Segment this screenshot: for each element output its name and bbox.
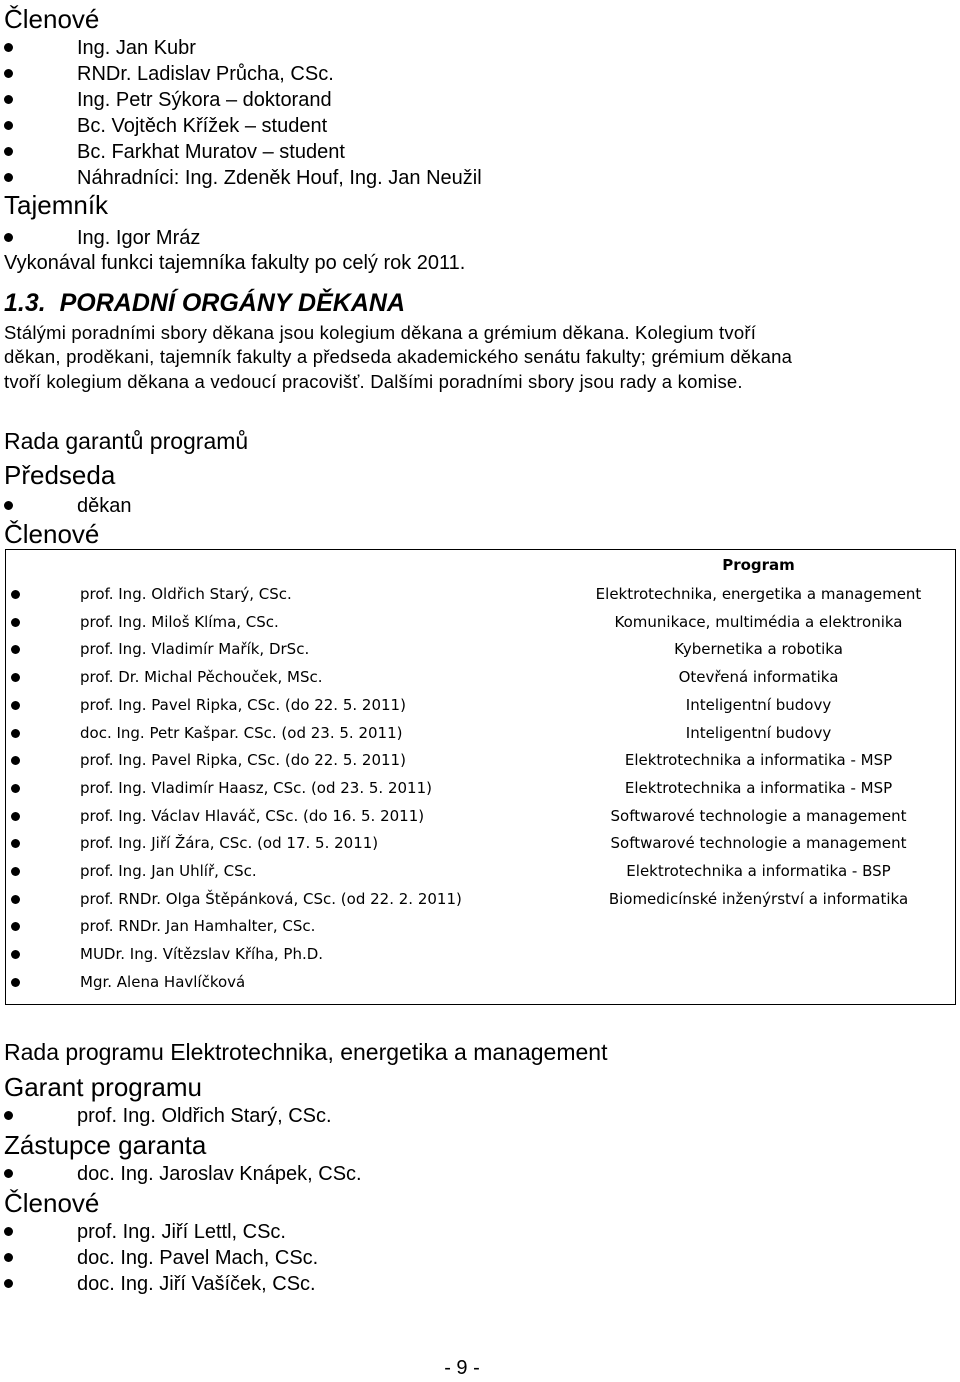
bullet-icon <box>11 895 20 904</box>
bullet-icon <box>4 1111 13 1120</box>
bullet-icon <box>4 1279 13 1288</box>
bullet-icon <box>11 590 20 599</box>
list-item-text: prof. Ing. Jiří Lettl, CSc. <box>77 1221 286 1243</box>
bullet-icon <box>11 701 20 710</box>
list-item-text: doc. Ing. Pavel Mach, CSc. <box>77 1247 319 1269</box>
table-row <box>6 804 955 828</box>
list-item-text: doc. Ing. Jaroslav Knápek, CSc. <box>77 1163 362 1185</box>
member-name: prof. RNDr. Olga Štěpánková, CSc. (od 22. 2. 2011) <box>80 889 462 908</box>
list-item-text: doc. Ing. Jiří Vašíček, CSc. <box>77 1273 316 1295</box>
bullet-icon <box>11 673 20 682</box>
bullet-icon <box>11 812 20 821</box>
tajemnik-heading: Tajemník <box>4 190 109 220</box>
list-item-text: Bc. Vojtěch Křížek – student <box>77 115 328 137</box>
section-title <box>4 288 405 318</box>
program-name: Elektrotechnika, energetika a management <box>595 585 922 603</box>
program-name: Kybernetika a robotika <box>674 640 843 659</box>
bullet-icon <box>4 1169 13 1178</box>
table-row <box>6 610 955 634</box>
list-item-text: Bc. Farkhat Muratov – student <box>77 141 345 163</box>
garant-table <box>5 549 956 1005</box>
bullet-icon <box>11 618 20 627</box>
clenove-heading: Členové <box>4 519 100 549</box>
program-name: Softwarové technologie a management <box>610 834 907 853</box>
member-name: doc. Ing. Petr Kašpar. CSc. (od 23. 5. 2011) <box>80 723 403 742</box>
paragraph-line: tvoří kolegium děkana a vedoucí pracovišť. Dalšími poradními sbory jsou rady a komise. <box>4 371 743 392</box>
bullet-icon <box>4 43 13 52</box>
bullet-icon <box>4 69 13 78</box>
program-name: Biomedicínské inženýrství a informatika <box>608 889 909 908</box>
bullet-icon <box>11 756 20 765</box>
list-item-text: Ing. Jan Kubr <box>77 37 196 59</box>
table-row <box>6 693 955 717</box>
program-name: Komunikace, multimédia a elektronika <box>614 612 903 631</box>
table-row <box>6 748 955 772</box>
member-name: prof. Ing. Pavel Ripka, CSc. (do 22. 5. 2011) <box>80 695 406 714</box>
program-name: Inteligentní budovy <box>685 695 832 714</box>
table-row <box>6 637 955 661</box>
program-name: Otevřená informatika <box>678 668 839 687</box>
list-item-text: RNDr. Ladislav Průcha, CSc. <box>77 63 334 85</box>
program-name: Inteligentní budovy <box>685 723 832 742</box>
table-row <box>6 831 955 855</box>
bullet-icon <box>11 922 20 931</box>
member-name: prof. Ing. Jiří Žára, CSc. (od 17. 5. 2011) <box>80 834 379 853</box>
bullet-icon <box>11 839 20 848</box>
member-name: prof. Ing. Vladimír Mařík, DrSc. <box>80 640 310 659</box>
bullet-icon <box>11 950 20 959</box>
paragraph-line: Stálými poradními sbory děkana jsou kolegium děkana a grémium děkana. Kolegium tvoří <box>4 322 757 343</box>
member-name: prof. RNDr. Jan Hamhalter, CSc. <box>80 917 316 936</box>
table-row <box>6 887 955 911</box>
member-name: prof. Ing. Vladimír Haasz, CSc. (od 23. 5. 2011) <box>80 778 432 797</box>
bullet-icon <box>11 645 20 654</box>
program-name: Elektrotechnika a informatika - MSP <box>624 751 893 770</box>
bullet-icon <box>11 729 20 738</box>
table-row <box>6 942 955 966</box>
member-name: prof. Ing. Václav Hlaváč, CSc. (do 16. 5. 2011) <box>80 806 425 825</box>
member-name: prof. Ing. Jan Uhlíř, CSc. <box>80 862 257 880</box>
list-item-text: děkan <box>77 495 132 517</box>
clenove-heading: Členové <box>4 4 100 34</box>
list-item-text: Náhradníci: Ing. Zdeněk Houf, Ing. Jan Neužil <box>77 167 482 189</box>
table-row <box>6 776 955 800</box>
page-number: - 9 - <box>444 1357 480 1379</box>
zastupce-heading: Zástupce garanta <box>4 1130 207 1160</box>
member-name: prof. Ing. Oldřich Starý, CSc. <box>80 585 292 603</box>
program-name: Softwarové technologie a management <box>610 806 907 825</box>
table-header-program: Program <box>722 556 795 574</box>
table-row <box>6 859 955 883</box>
section-number: 1.3. <box>4 289 46 317</box>
list-item-text: prof. Ing. Oldřich Starý, CSc. <box>77 1105 332 1127</box>
list-item-text: Ing. Igor Mráz <box>77 227 201 249</box>
bullet-icon <box>11 978 20 987</box>
bullet-icon <box>11 867 20 876</box>
table-row <box>6 582 955 606</box>
bullet-icon <box>4 121 13 130</box>
list-item-text: Ing. Petr Sýkora – doktorand <box>77 89 332 111</box>
bullet-icon <box>4 173 13 182</box>
paragraph-line: děkan, proděkani, tajemník fakulty a předseda akademického senátu fakulty; grémium děkana <box>4 346 793 367</box>
tajemnik-note: Vykonával funkci tajemníka fakulty po celý rok 2011. <box>4 252 466 274</box>
garant-heading: Garant programu <box>4 1072 202 1102</box>
program-name: Elektrotechnika a informatika - MSP <box>624 778 893 797</box>
rada-garantu-title: Rada garantů programů <box>4 428 249 454</box>
rada-programu-title: Rada programu Elektrotechnika, energetika a management <box>4 1039 608 1065</box>
bullet-icon <box>4 501 13 510</box>
predseda-heading: Předseda <box>4 460 116 490</box>
table-row <box>6 721 955 745</box>
bullet-icon <box>4 1227 13 1236</box>
bullet-icon <box>11 784 20 793</box>
member-name: prof. Ing. Pavel Ripka, CSc. (do 22. 5. 2011) <box>80 751 406 770</box>
table-row <box>6 970 955 994</box>
table-row <box>6 665 955 689</box>
bullet-icon <box>4 1253 13 1262</box>
program-name: Elektrotechnika a informatika - BSP <box>626 862 891 880</box>
bullet-icon <box>4 95 13 104</box>
member-name: prof. Ing. Miloš Klíma, CSc. <box>80 612 279 631</box>
member-name: prof. Dr. Michal Pěchouček, MSc. <box>80 668 323 687</box>
bullet-icon <box>4 147 13 156</box>
section-title-text: PORADNÍ ORGÁNY DĚKANA <box>59 289 406 317</box>
clenove-heading: Členové <box>4 1188 100 1218</box>
bullet-icon <box>4 233 13 242</box>
member-name: MUDr. Ing. Vítězslav Kříha, Ph.D. <box>80 945 324 964</box>
table-row <box>6 914 955 938</box>
member-name: Mgr. Alena Havlíčková <box>80 972 246 991</box>
